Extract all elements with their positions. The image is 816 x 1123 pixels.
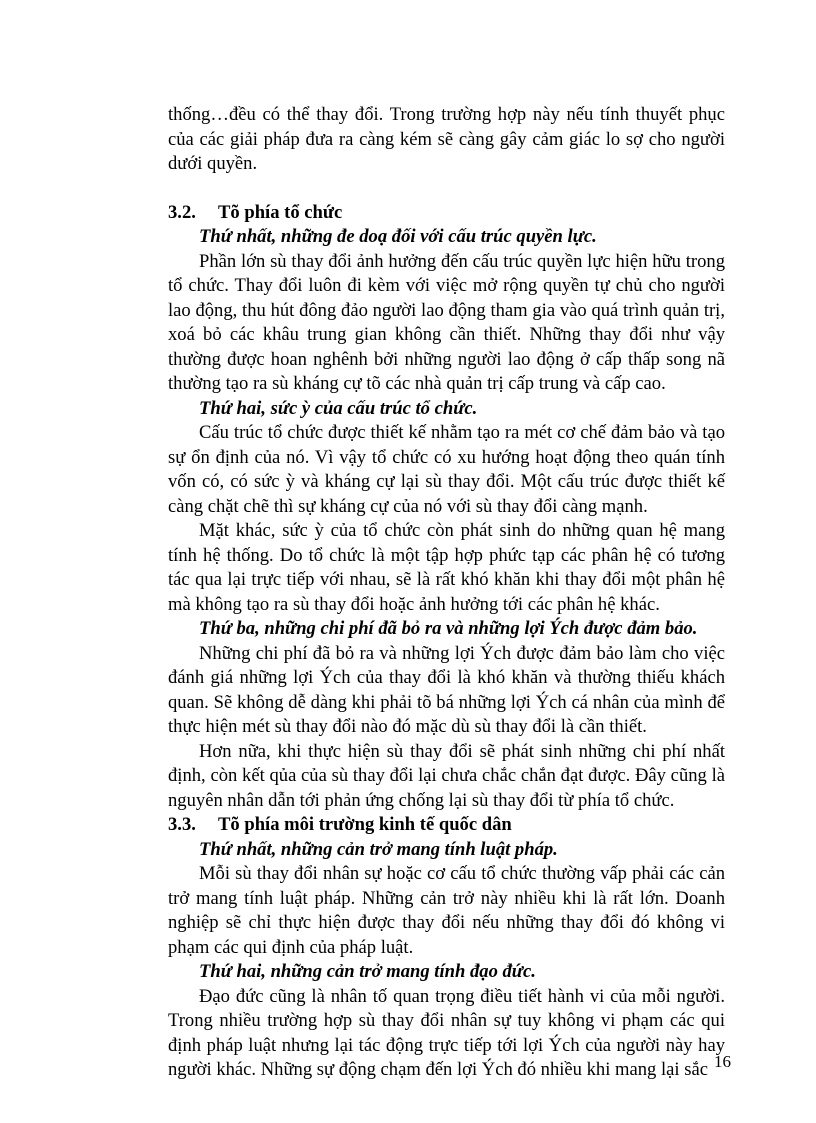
section-3-2-sub3-paragraph-1: Những chi phí đã bỏ ra và những lợi Ých được đảm bảo làm cho việc đánh giá những lợi Ých của thay đổi là khó khăn và thường thiếu khách quan. Sẽ không dễ dàng khi phải tõ bá những lợi Ých cá nhân của mình để thực hiện mét sù thay đổi nào đó mặc dù sù thay đổi là cần thiết. bbox=[168, 642, 725, 737]
section-3-2-sub1-paragraph: Phần lớn sù thay đổi ảnh hưởng đến cấu trúc quyền lực hiện hữu trong tổ chức. Thay đổi luôn đi kèm với việc mở rộng quyền tự chủ cho người lao động, thu hút đông đảo người lao động tham gia vào quá trình quản trị, xoá bỏ các khâu trung gian không cần thiết. Những thay đổi như vậy thường được hoan nghênh bởi những người lao động ở cấp thấp song nã thường tạo ra sù kháng cự tõ các nhà quản trị cấp trung và cấp cao. bbox=[168, 250, 725, 394]
section-3-3-heading bbox=[168, 813, 725, 838]
section-3-2-sub1-heading: Thứ nhất, những đe doạ đối với cấu trúc quyền lực. bbox=[199, 226, 597, 247]
section-3-3-number: 3.3. bbox=[168, 814, 196, 835]
section-3-2-sub3-heading: Thứ ba, những chi phí đã bỏ ra và những lợi Ých được đảm bảo. bbox=[199, 618, 698, 639]
page-number: 16 bbox=[714, 1052, 731, 1071]
page-content bbox=[168, 103, 725, 1083]
section-3-2-heading bbox=[168, 201, 725, 226]
section-3-2-sub3-paragraph-2: Hơn nữa, khi thực hiện sù thay đổi sẽ phát sinh những chi phí nhất định, còn kết qủa của sù thay đổi lại chưa chắc chắn đạt được. Đây cũng là nguyên nhân dẫn tới phản ứng chống lại sù thay đổi từ phía tổ chức. bbox=[168, 740, 725, 811]
section-3-3-sub1-heading: Thứ nhất, những cản trở mang tính luật pháp. bbox=[199, 838, 558, 860]
section-3-3-title: Tõ phía môi trường kinh tế quốc dân bbox=[218, 814, 512, 835]
section-3-2-number: 3.2. bbox=[168, 201, 196, 223]
section-3-2-sub2-heading: Thứ hai, sức ỳ của cấu trúc tổ chức. bbox=[199, 397, 478, 419]
section-3-3-sub2-heading: Thứ hai, những cản trở mang tính đạo đức. bbox=[199, 961, 536, 982]
section-3-2-title: Tõ phía tổ chức bbox=[218, 201, 343, 223]
section-3-2-sub2-paragraph-2: Mặt khác, sức ỳ của tổ chức còn phát sinh do những quan hệ mang tính hệ thống. Do tổ chức là một tập hợp phức tạp các phân hệ có tương tác qua lại trực tiếp với nhau, sẽ là rất khó khăn khi thay đổi một phân hệ mà không tạo ra sù thay đổi hoặc ảnh hưởng tới các phân hệ khác. bbox=[168, 520, 725, 615]
section-3-3-sub2-paragraph: Đạo đức cũng là nhân tố quan trọng điều tiết hành vi của mỗi người. Trong nhiều trường hợp sù thay đổi nhân sự tuy không vi phạm các qui định pháp luật nhưng lại tác động trực tiếp tới lợi Ých của người này hay người khác. Những sự động chạm đến lợi Ých đó nhiều khi mang lại sắc bbox=[168, 985, 725, 1080]
section-3-2-sub2-paragraph-1: Cấu trúc tổ chức được thiết kế nhằm tạo ra mét cơ chế đảm bảo và tạo sự ổn định của nó. Vì vậy tổ chức có xu hướng hoạt động theo quán tính vốn có, có sức ỳ và kháng cự lại sù thay đổi. Một cấu trúc được thiết kế càng chặt chẽ thì sự kháng cự của nó với sù thay đổi càng mạnh. bbox=[168, 422, 725, 517]
intro-paragraph: thống…đều có thể thay đổi. Trong trường hợp này nếu tính thuyết phục của các giải pháp đưa ra càng kém sẽ càng gây cảm giác lo sợ cho người dưới quyền. bbox=[168, 104, 725, 174]
section-3-3-sub1-paragraph: Mỗi sù thay đổi nhân sự hoặc cơ cấu tổ chức thường vấp phải các cản trở mang tính luật pháp. Những cản trở này nhiều khi là rất lớn. Doanh nghiệp sẽ chỉ thực hiện được thay đổi nếu những thay đổi đó không vi phạm các qui định của pháp luật. bbox=[168, 863, 725, 958]
